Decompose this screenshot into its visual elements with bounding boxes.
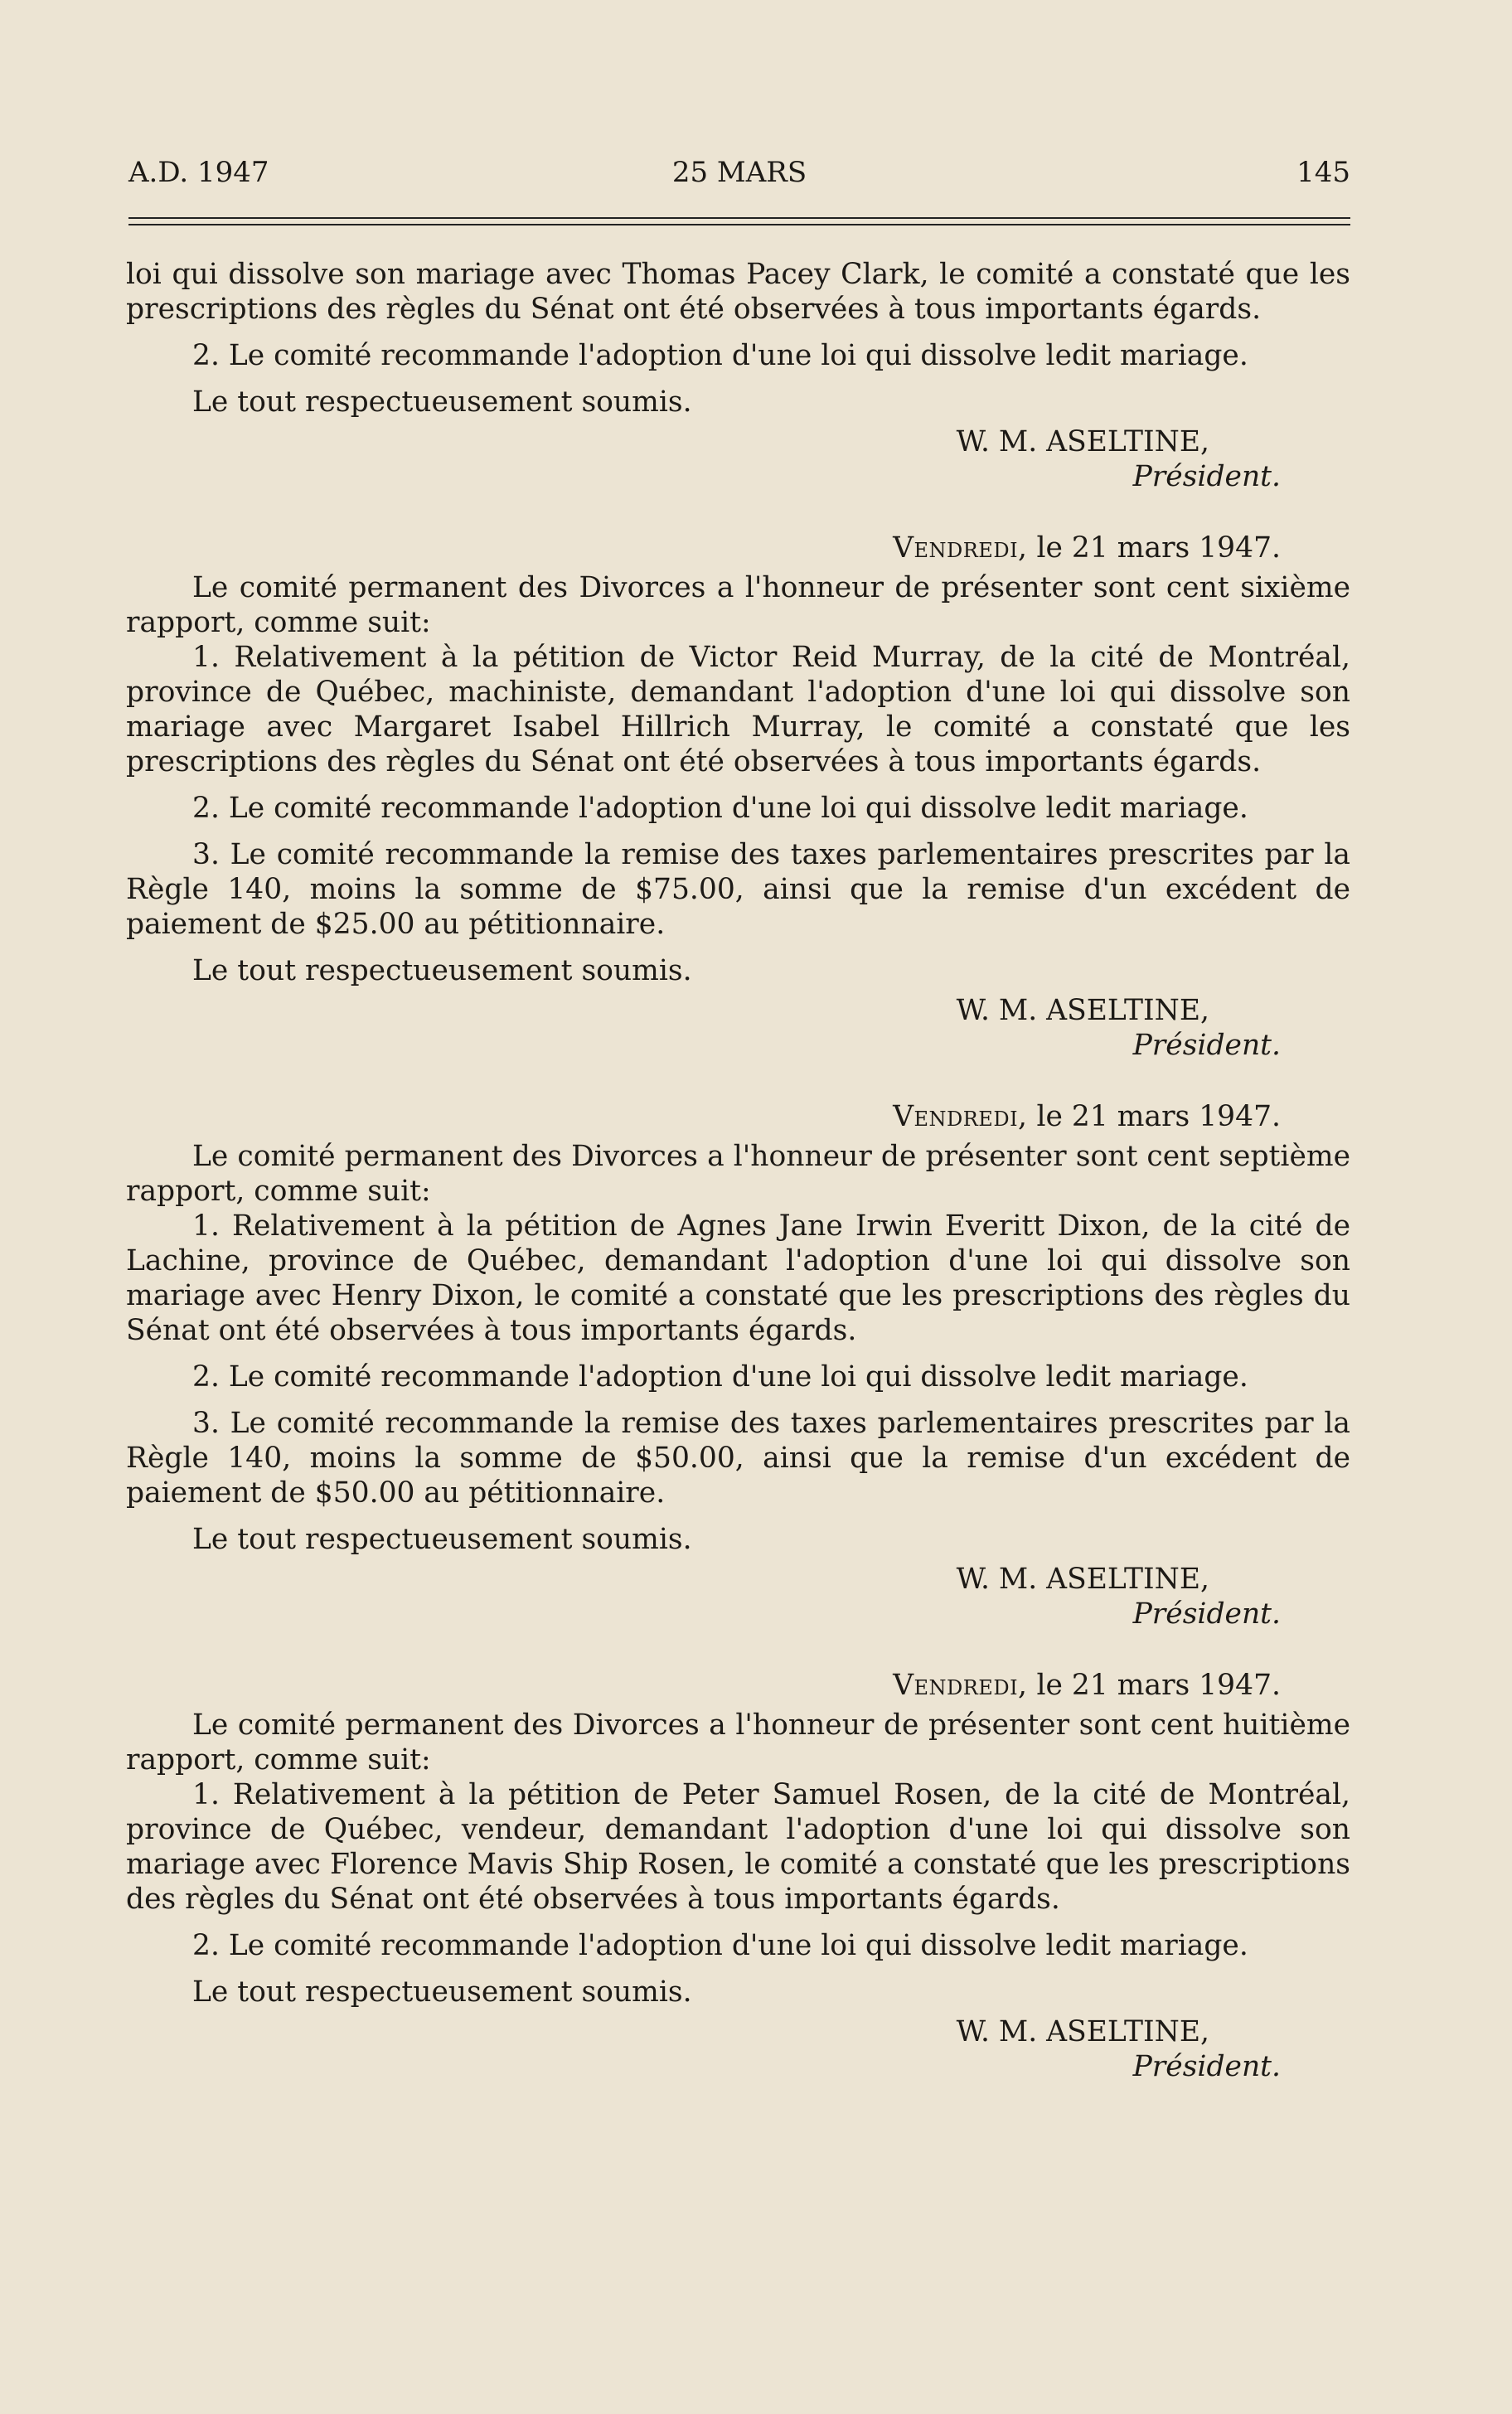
paragraph: 2. Le comité recommande l'adoption d'une loi qui dissolve ledit mariage. xyxy=(192,339,1248,372)
paragraph: 2. Le comité recommande l'adoption d'une loi qui dissolve ledit mariage. xyxy=(192,792,1248,825)
signature: W. M. ASELTINE, xyxy=(956,994,1209,1027)
report-date-day: Vendredi, xyxy=(893,1100,1028,1133)
report-108 xyxy=(126,1668,1350,2084)
page-header xyxy=(128,156,1350,197)
paragraph: 3. Le comité recommande la remise des taxes parlementaires prescrites par la Règle 140, moins la somme de $50.00, ainsi que la remise d'un excédent de paiement de $50.00 au pétitionnaire. xyxy=(126,1407,1350,1510)
closing-line: Le tout respectueusement soumis. xyxy=(192,1975,692,2009)
report-106 xyxy=(126,531,1350,1063)
closing-line: Le tout respectueusement soumis. xyxy=(192,385,692,419)
signature-title: Président. xyxy=(1132,1597,1281,1631)
paragraph: 1. Relativement à la pétition de Peter Samuel Rosen, de la cité de Montréal, province de Québec, vendeur, demandant l'adoption d'une loi qui dissolve son mariage avec Florence Mavis Ship Rosen, le comité a constaté que les prescriptions des règles du Sénat ont été observées à tous importants égards. xyxy=(126,1778,1350,1916)
signature: W. M. ASELTINE, xyxy=(956,2015,1209,2048)
report-date xyxy=(126,1668,1350,1703)
report-date-day: Vendredi, xyxy=(893,531,1028,565)
header-year: A.D. 1947 xyxy=(128,156,269,189)
paragraph: Le comité permanent des Divorces a l'honneur de présenter sont cent sixième rapport, comme suit: xyxy=(126,571,1350,639)
signature: W. M. ASELTINE, xyxy=(956,425,1209,458)
report-date-rest: le 21 mars 1947. xyxy=(1036,531,1281,565)
report-107 xyxy=(126,1099,1350,1631)
report-date xyxy=(126,531,1350,565)
header-date: 25 MARS xyxy=(671,156,807,189)
report-date-day: Vendredi, xyxy=(893,1669,1028,1702)
report-date-rest: le 21 mars 1947. xyxy=(1036,1100,1281,1133)
signature-title: Président. xyxy=(1132,460,1281,493)
paragraph: Le comité permanent des Divorces a l'honneur de présenter sont cent huitième rapport, comme suit: xyxy=(126,1709,1350,1777)
signature: W. M. ASELTINE, xyxy=(956,1563,1209,1596)
paragraph: loi qui dissolve son mariage avec Thomas Pacey Clark, le comité a constaté que les prescriptions des règles du Sénat ont été observées à tous importants égards. xyxy=(126,258,1350,326)
page-number: 145 xyxy=(1296,156,1350,189)
report-date-rest: le 21 mars 1947. xyxy=(1036,1669,1281,1702)
paragraph: 2. Le comité recommande l'adoption d'une loi qui dissolve ledit mariage. xyxy=(192,1360,1248,1394)
paragraph: 1. Relativement à la pétition de Victor Reid Murray, de la cité de Montréal, province de Québec, machiniste, demandant l'adoption d'une loi qui dissolve son mariage avec Margaret Isabel Hillrich Murray, le comité a constaté que les prescriptions des règles du Sénat ont été observées à tous importants égards. xyxy=(126,641,1350,778)
closing-line: Le tout respectueusement soumis. xyxy=(192,954,692,987)
closing-line: Le tout respectueusement soumis. xyxy=(192,1523,692,1556)
report-continuation xyxy=(126,257,1350,494)
paragraph: 1. Relativement à la pétition de Agnes Jane Irwin Everitt Dixon, de la cité de Lachine, province de Québec, demandant l'adoption d'une loi qui dissolve son mariage avec Henry Dixon, le comité a constaté que les prescriptions des règles du Sénat ont été observées à tous importants égards. xyxy=(126,1209,1350,1347)
paragraph: 2. Le comité recommande l'adoption d'une loi qui dissolve ledit mariage. xyxy=(192,1929,1248,1962)
paragraph: 3. Le comité recommande la remise des taxes parlementaires prescrites par la Règle 140, moins la somme de $75.00, ainsi que la remise d'un excédent de paiement de $25.00 au pétitionnaire. xyxy=(126,838,1350,941)
report-date xyxy=(126,1099,1350,1134)
signature-title: Président. xyxy=(1132,1029,1281,1062)
signature-title: Président. xyxy=(1132,2050,1281,2083)
page-body xyxy=(126,257,1350,2084)
paragraph: Le comité permanent des Divorces a l'honneur de présenter sont cent septième rapport, comme suit: xyxy=(126,1140,1350,1208)
header-double-rule xyxy=(128,217,1350,225)
